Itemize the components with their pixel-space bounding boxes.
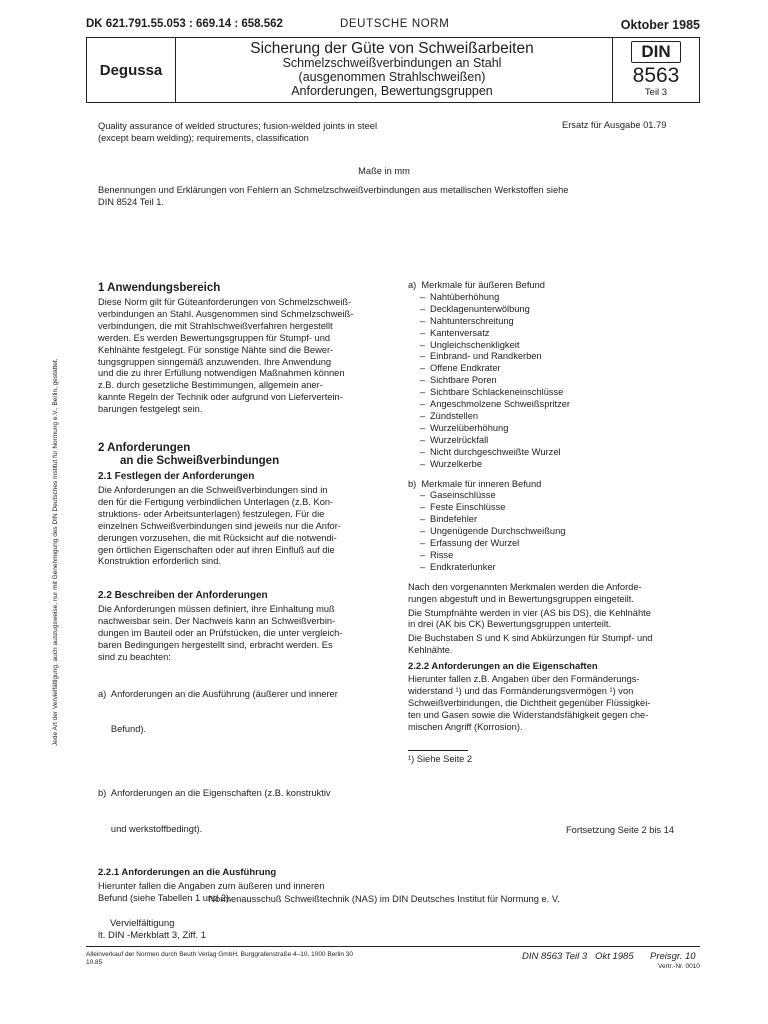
- list-item: – Einbrand- und Randkerben: [412, 351, 698, 363]
- section-heading: 2 Anforderungen: [98, 442, 191, 454]
- title-header: [86, 37, 700, 103]
- list-item: – Wurzelüberhöhung: [412, 423, 698, 435]
- section-heading-cont: an die Schweißverbindungen: [120, 455, 280, 467]
- list-item: – Angeschmolzene Schweißspritzer: [412, 399, 698, 411]
- list-item: – Bindefehler: [412, 514, 698, 526]
- footnote: ¹) Siehe Seite 2: [408, 754, 473, 764]
- list-item: – Decklagenunterwölbung: [412, 304, 698, 316]
- internal-defects-list: [412, 490, 698, 573]
- list-item: – Erfassung der Wurzel: [412, 538, 698, 550]
- din-number-box: [612, 38, 699, 102]
- continuation-note: Fortsetzung Seite 2 bis 14: [566, 825, 675, 835]
- footnote-divider: [408, 750, 468, 751]
- section-1: 1 Anwendungsbereich Diese Norm gilt für Güteanforderungen von Schmelzschweiß- verbindungen an Stahl. Ausgenommen sind Schmelzschweiß- verbindungen, die mit Strahlschweißverfahren hergestellt werden. Es werden Bewertungsgruppen für Stumpf- und Kehlnähte festgelegt. Für sonstige Nähte sind die Bewer- tungsgruppen sinngemäß anzuwenden. Ihre Anwendung und die zu ihrer Erfüllung notwendigen Maßnahmen können z.B. durch gesetzliche Bestimmungen, allgemein aner- kannte Regeln der Technik oder aufgrund von Liefervertein- barungen festgelegt sein.: [98, 282, 388, 416]
- subtitle-line: Schmelzschweißverbindungen an Stahl: [282, 56, 502, 70]
- list-item: – Wurzelkerbe: [412, 459, 698, 471]
- sales-number: Vertr.-Nr. 0010: [658, 963, 700, 970]
- issue-date: Oktober 1985: [620, 18, 700, 32]
- list-item: – Zündstellen: [412, 411, 698, 423]
- list-heading: a) Merkmale für äußeren Befund: [408, 280, 545, 290]
- list-item: – Risse: [412, 550, 698, 562]
- subsection-heading: 2.2.2 Anforderungen an die Eigenschaften: [408, 661, 598, 673]
- main-title: Sicherung der Güte von Schweißarbeiten: [250, 40, 534, 57]
- norm-label: DEUTSCHE NORM: [340, 18, 450, 30]
- publisher-note: Alleinverkauf der Normen durch Beuth Verlag GmbH, Burggrafenstraße 4–10, 1000 Berlin 30 10.85: [86, 951, 354, 966]
- list-item: – Nicht durchgeschweißte Wurzel: [412, 447, 698, 459]
- paragraph: Die Buchstaben S und K sind Abkürzungen für Stumpf- und Kehlnähte.: [408, 633, 653, 656]
- section-2: 2 Anforderungen an die Schweißverbindungen 2.1 Festlegen der Anforderungen Die Anforderungen an die Schweißverbindungen sind in den für die Fertigung verbindlichen Unterlagen (z.B. Kon- struktions- oder Arbeitsunterlagen) festzulegen. Für die einzelnen Schweißverbindungen sind jeweils nur die Anfor- derungen vorzusehen, die mit Rücksicht auf die notwendi- gen örtlichen Eigenschaften oder auf ihren Einfluß auf die Konstruktion erforderlich sind. 2.2 Beschreiben der Anforderungen Die Anforderungen müssen definiert, ihre Einhaltung muß nachweisbar sein. Der Nachweis kann an Schweißverbin- dungen im Bauteil oder an Prüfstücken, die unter vergleich- baren Bedingungen hergestellt sind, erbracht werden. Es sind zu beachten: a) Anforderungen an die Ausführung (äußerer und innerer Befund). b) Anforderungen an die Eigenschaften (z.B. konstruktiv und werkstoffbedingt). 2.2.1 Anforderungen an die Ausführung Hierunter fallen die Angaben zum äußeren und inneren Befund (siehe Tabellen 1 und 2).: [98, 442, 388, 905]
- dk-classification: DK 621.791.55.053 : 669.14 : 658.562: [86, 18, 283, 30]
- din-mark: DIN: [631, 41, 681, 63]
- company-logo: Degussa: [87, 38, 176, 102]
- list-item: – Sichtbare Schlackeneinschlüsse: [412, 387, 698, 399]
- document-title: [177, 38, 607, 102]
- list-item: – Nahtüberhöhung: [412, 292, 698, 304]
- list-item: b) Anforderungen an die Eigenschaften (z.B. konstruktiv und werkstoffbedingt).: [98, 787, 331, 834]
- list-item: – Kantenversatz: [412, 328, 698, 340]
- committee-line: Normenausschuß Schweißtechnik (NAS) im DIN Deutsches Institut für Normung e. V.: [208, 894, 560, 904]
- list-item: – Ungenügende Durchschweißung: [412, 526, 698, 538]
- copyright-notice: Jede Art der Vervielfältigung, auch auszugsweise, nur mit Genehmigung des DIN Deutsches Institut für Normung e.V., Berlin, gestattet.: [52, 358, 59, 746]
- list-item: – Endkraterlunker: [412, 562, 698, 574]
- price-group: Preisgr. 10: [650, 951, 696, 962]
- dimensions-note: Maße in mm: [358, 166, 410, 176]
- list-item: – Ungleichschenkligkeit: [412, 340, 698, 352]
- external-defects-list: [412, 292, 698, 471]
- subsection-heading: 2.2.1 Anforderungen an die Ausführung: [98, 867, 277, 879]
- section-heading: 1 Anwendungsbereich: [98, 282, 221, 294]
- list-heading: b) Merkmale für inneren Befund: [408, 478, 542, 489]
- top-line: [86, 18, 700, 38]
- doc-reference: DIN 8563 Teil 3 Okt 1985: [522, 951, 634, 962]
- list-item: – Feste Einschlüsse: [412, 502, 698, 514]
- list-item: a) Anforderungen an die Ausführung (äußerer und innerer Befund).: [98, 688, 338, 735]
- list-item: – Wurzelrückfall: [412, 435, 698, 447]
- list-item: – Sichtbare Poren: [412, 375, 698, 387]
- right-column: a) Merkmale für äußeren Befund – Nahtüberhöhung – Decklagenunterwölbung – Nahtunterschreitung – Kantenversatz – Ungleichschenkligkeit – Einbrand- und Randkerben – Offene Endkrater – Sichtbare Poren – Sichtbare Schlackeneinschlüsse – Angeschmolzene Schweißspritzer – Zündstellen – Wurzelüberhöhung – Wurzelrückfall – Nicht durchgeschweißte Wurzel – Wurzelkerbe b) Merkmale für inneren Befund – Gaseinschlüsse – Feste Einschlüsse – Bindefehler – Ungenügende Durchschweißung – Erfassung der Wurzel – Risse – Endkraterlunker Nach den vorgenannten Merkmalen werden die Anforde- rungen abgestuft und in Bewertungsgruppen eingeteilt. Die Stumpfnähte werden in vier (AS bis DS), die Kehlnähte in drei (AK bis CK) Bewertungsgruppen unterteilt. Die Buchstaben S und K sind Abkürzungen für Stumpf- und Kehlnähte. 2.2.2 Anforderungen an die Eigenschaften Hierunter fallen z.B. Angaben über den Formänderungs- widerstand ¹) und das Formänderungsvermögen ¹) von Schweißverbindungen, die Dichtheit gegenüber Flüssigkei- ten und Gasen sowie die Widerstandsfähigkeit gegen che- mischen Angriff (Korrosion).: [408, 280, 698, 734]
- paragraph: Die Stumpfnähte werden in vier (AS bis DS), die Kehlnähte in drei (AK bis CK) Bewertungsgruppen unterteilt.: [408, 607, 651, 630]
- subsection-heading: 2.1 Festlegen der Anforderungen: [98, 471, 255, 482]
- subtitle-line: (ausgenommen Strahlschweißen): [298, 70, 486, 84]
- subtitle-line: Anforderungen, Bewertungsgruppen: [291, 84, 493, 98]
- subsection-heading: 2.2 Beschreiben der Anforderungen: [98, 590, 268, 602]
- list-item: – Gaseinschlüsse: [412, 490, 698, 502]
- paragraph: Nach den vorgenannten Merkmalen werden die Anforde- rungen abgestuft und in Bewertungsgruppen eingeteilt.: [408, 581, 642, 604]
- part-number: Teil 3: [644, 87, 668, 98]
- list-item: – Offene Endkrater: [412, 363, 698, 375]
- intro-paragraph: Benennungen und Erklärungen von Fehlern an Schmelzschweißverbindungen aus metallischen Werkstoffen siehe DIN 8524 Teil 1.: [98, 185, 569, 207]
- supersedes-note: Ersatz für Ausgabe 01.79: [562, 120, 667, 130]
- english-title: Quality assurance of welded structures; fusion-welded joints in steel (except beam welding); requirements, classification: [98, 121, 378, 143]
- list-item: – Nahtunterschreitung: [412, 316, 698, 328]
- reproduction-note: Vervielfältigung lt. DIN -Merkblatt 3, Ziff. 1: [98, 918, 207, 941]
- din-number: 8563: [632, 64, 680, 87]
- bottom-divider: [86, 946, 700, 947]
